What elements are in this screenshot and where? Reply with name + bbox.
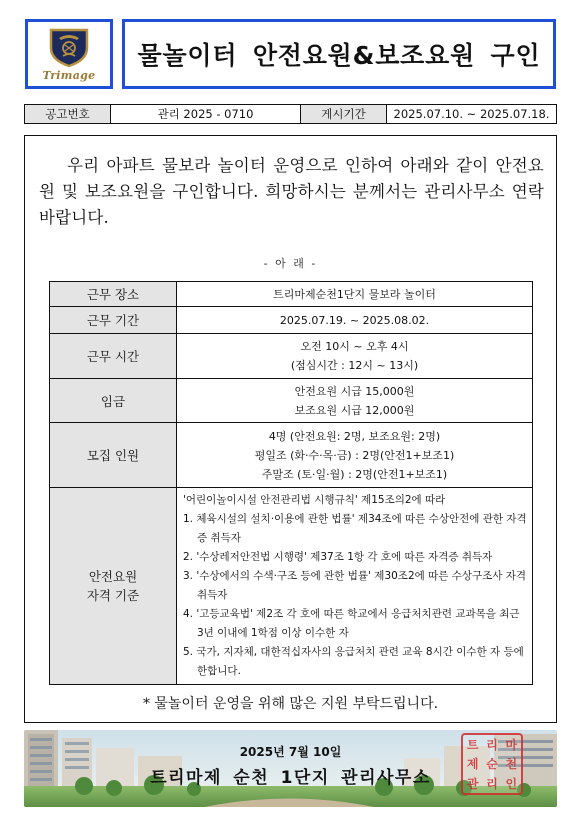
work-time-hours: 오전 10시 ~ 오후 4시 <box>300 340 409 353</box>
qualification-item: 2. '수상레저안전법 시행령' 제37조 1항 각 호에 따른 자격증 취득자 <box>183 551 493 563</box>
official-seal <box>461 733 523 795</box>
posting-period-value: 2025.07.10. ~ 2025.07.18. <box>393 107 550 121</box>
recruit-weekday: 평일조 (화·수·목·금) : 2명(안전1+보조1) <box>254 448 455 462</box>
work-time-label: 근무 시간 <box>50 334 177 379</box>
wage-label: 임금 <box>50 379 177 423</box>
notice-number-value: 관리 2025 - 0710 <box>111 105 301 123</box>
footer-banner <box>24 730 557 807</box>
seal-char: 리 <box>486 776 498 791</box>
table-row <box>50 282 533 307</box>
posting-period-label: 게시기간 <box>301 105 387 123</box>
qualification-item: 1. 체육시설의 설치·이용에 관한 법률' 제34조에 따른 수상안전에 관한 자격증 취득자 <box>183 513 527 544</box>
qualification-item: 3. '수상에서의 수색·구조 등에 관한 법률' 제30조2에 따른 수상구조사 자격 취득자 <box>183 570 527 601</box>
work-place-value: 트리마제순천1단지 물보라 놀이터 <box>177 282 533 307</box>
qualification-label <box>50 488 177 685</box>
wage-value <box>177 379 533 423</box>
notice-info-bar <box>24 104 557 124</box>
recruit-count-label: 모집 인원 <box>50 423 177 488</box>
work-period-label: 근무 기간 <box>50 307 177 334</box>
seal-char: 관 <box>466 776 479 791</box>
job-details-table <box>49 281 533 685</box>
safety-staff-wage: 안전요원 시급 15,000원 <box>294 384 415 398</box>
table-row <box>50 488 533 685</box>
page-title: 물놀이터 안전요원&보조요원 구인 <box>137 41 541 70</box>
qualification-basis: '어린이놀이시설 안전관리법 시행규칙' 제15조의2에 따라 <box>183 494 446 506</box>
table-row <box>50 334 533 379</box>
qualification-label-line1: 안전요원 <box>88 569 138 584</box>
logo-text: Trimage <box>42 69 96 82</box>
table-row <box>50 423 533 488</box>
issue-date: 2025년 7월 10일 <box>239 745 342 759</box>
seal-char: 순 <box>486 757 498 772</box>
seal-char: 인 <box>505 776 518 791</box>
assistant-staff-wage: 보조요원 시급 12,000원 <box>294 403 415 417</box>
section-divider-label: - 아 래 - <box>263 257 318 270</box>
trimage-logo <box>30 24 108 84</box>
seal-char: 리 <box>486 738 498 753</box>
work-time-value <box>177 334 533 379</box>
recruit-count-value <box>177 423 533 488</box>
issuer-name: 트리마제 순천 1단지 관리사무소 <box>150 768 431 788</box>
seal-char: 천 <box>505 757 518 772</box>
seal-char: 마 <box>505 738 518 753</box>
closing-note: * 물놀이터 운영을 위해 많은 지원 부탁드립니다. <box>142 696 439 712</box>
qualification-value <box>177 488 533 685</box>
qualification-label-line2: 자격 기준 <box>86 588 140 603</box>
qualification-item: 4. '고등교육법' 제2조 각 호에 따른 학교에서 응급처치관련 교과목을 최근 3년 이내에 1학점 이상 이수한 자 <box>183 608 520 639</box>
work-place-label: 근무 장소 <box>50 282 177 307</box>
intro-paragraph: 우리 아파트 물보라 놀이터 운영으로 인하여 아래와 같이 안전요원 및 보조요원을 구인합니다. 희망하시는 분께서는 관리사무소 연락바랍니다. <box>39 156 544 227</box>
lunch-break: (점심시간 : 12시 ~ 13시) <box>290 359 419 372</box>
table-row <box>50 379 533 423</box>
qualification-item: 5. 국가, 지자체, 대한적십자사의 응급처치 관련 교육 8시간 이수한 자 등에 한합니다. <box>183 646 524 677</box>
logo-frame <box>25 19 113 89</box>
recruit-total: 4명 (안전요원: 2명, 보조요원: 2명) <box>268 429 441 443</box>
work-period-value: 2025.07.19. ~ 2025.08.02. <box>177 307 533 334</box>
notice-body <box>24 135 557 723</box>
seal-char: 트 <box>466 738 479 753</box>
seal-char: 제 <box>466 757 479 772</box>
table-row <box>50 307 533 334</box>
recruit-weekend: 주말조 (토·일·월) : 2명(안전1+보조1) <box>261 467 448 481</box>
crest-icon <box>46 26 92 68</box>
title-frame <box>122 19 556 89</box>
notice-number-label: 공고번호 <box>25 105 111 123</box>
